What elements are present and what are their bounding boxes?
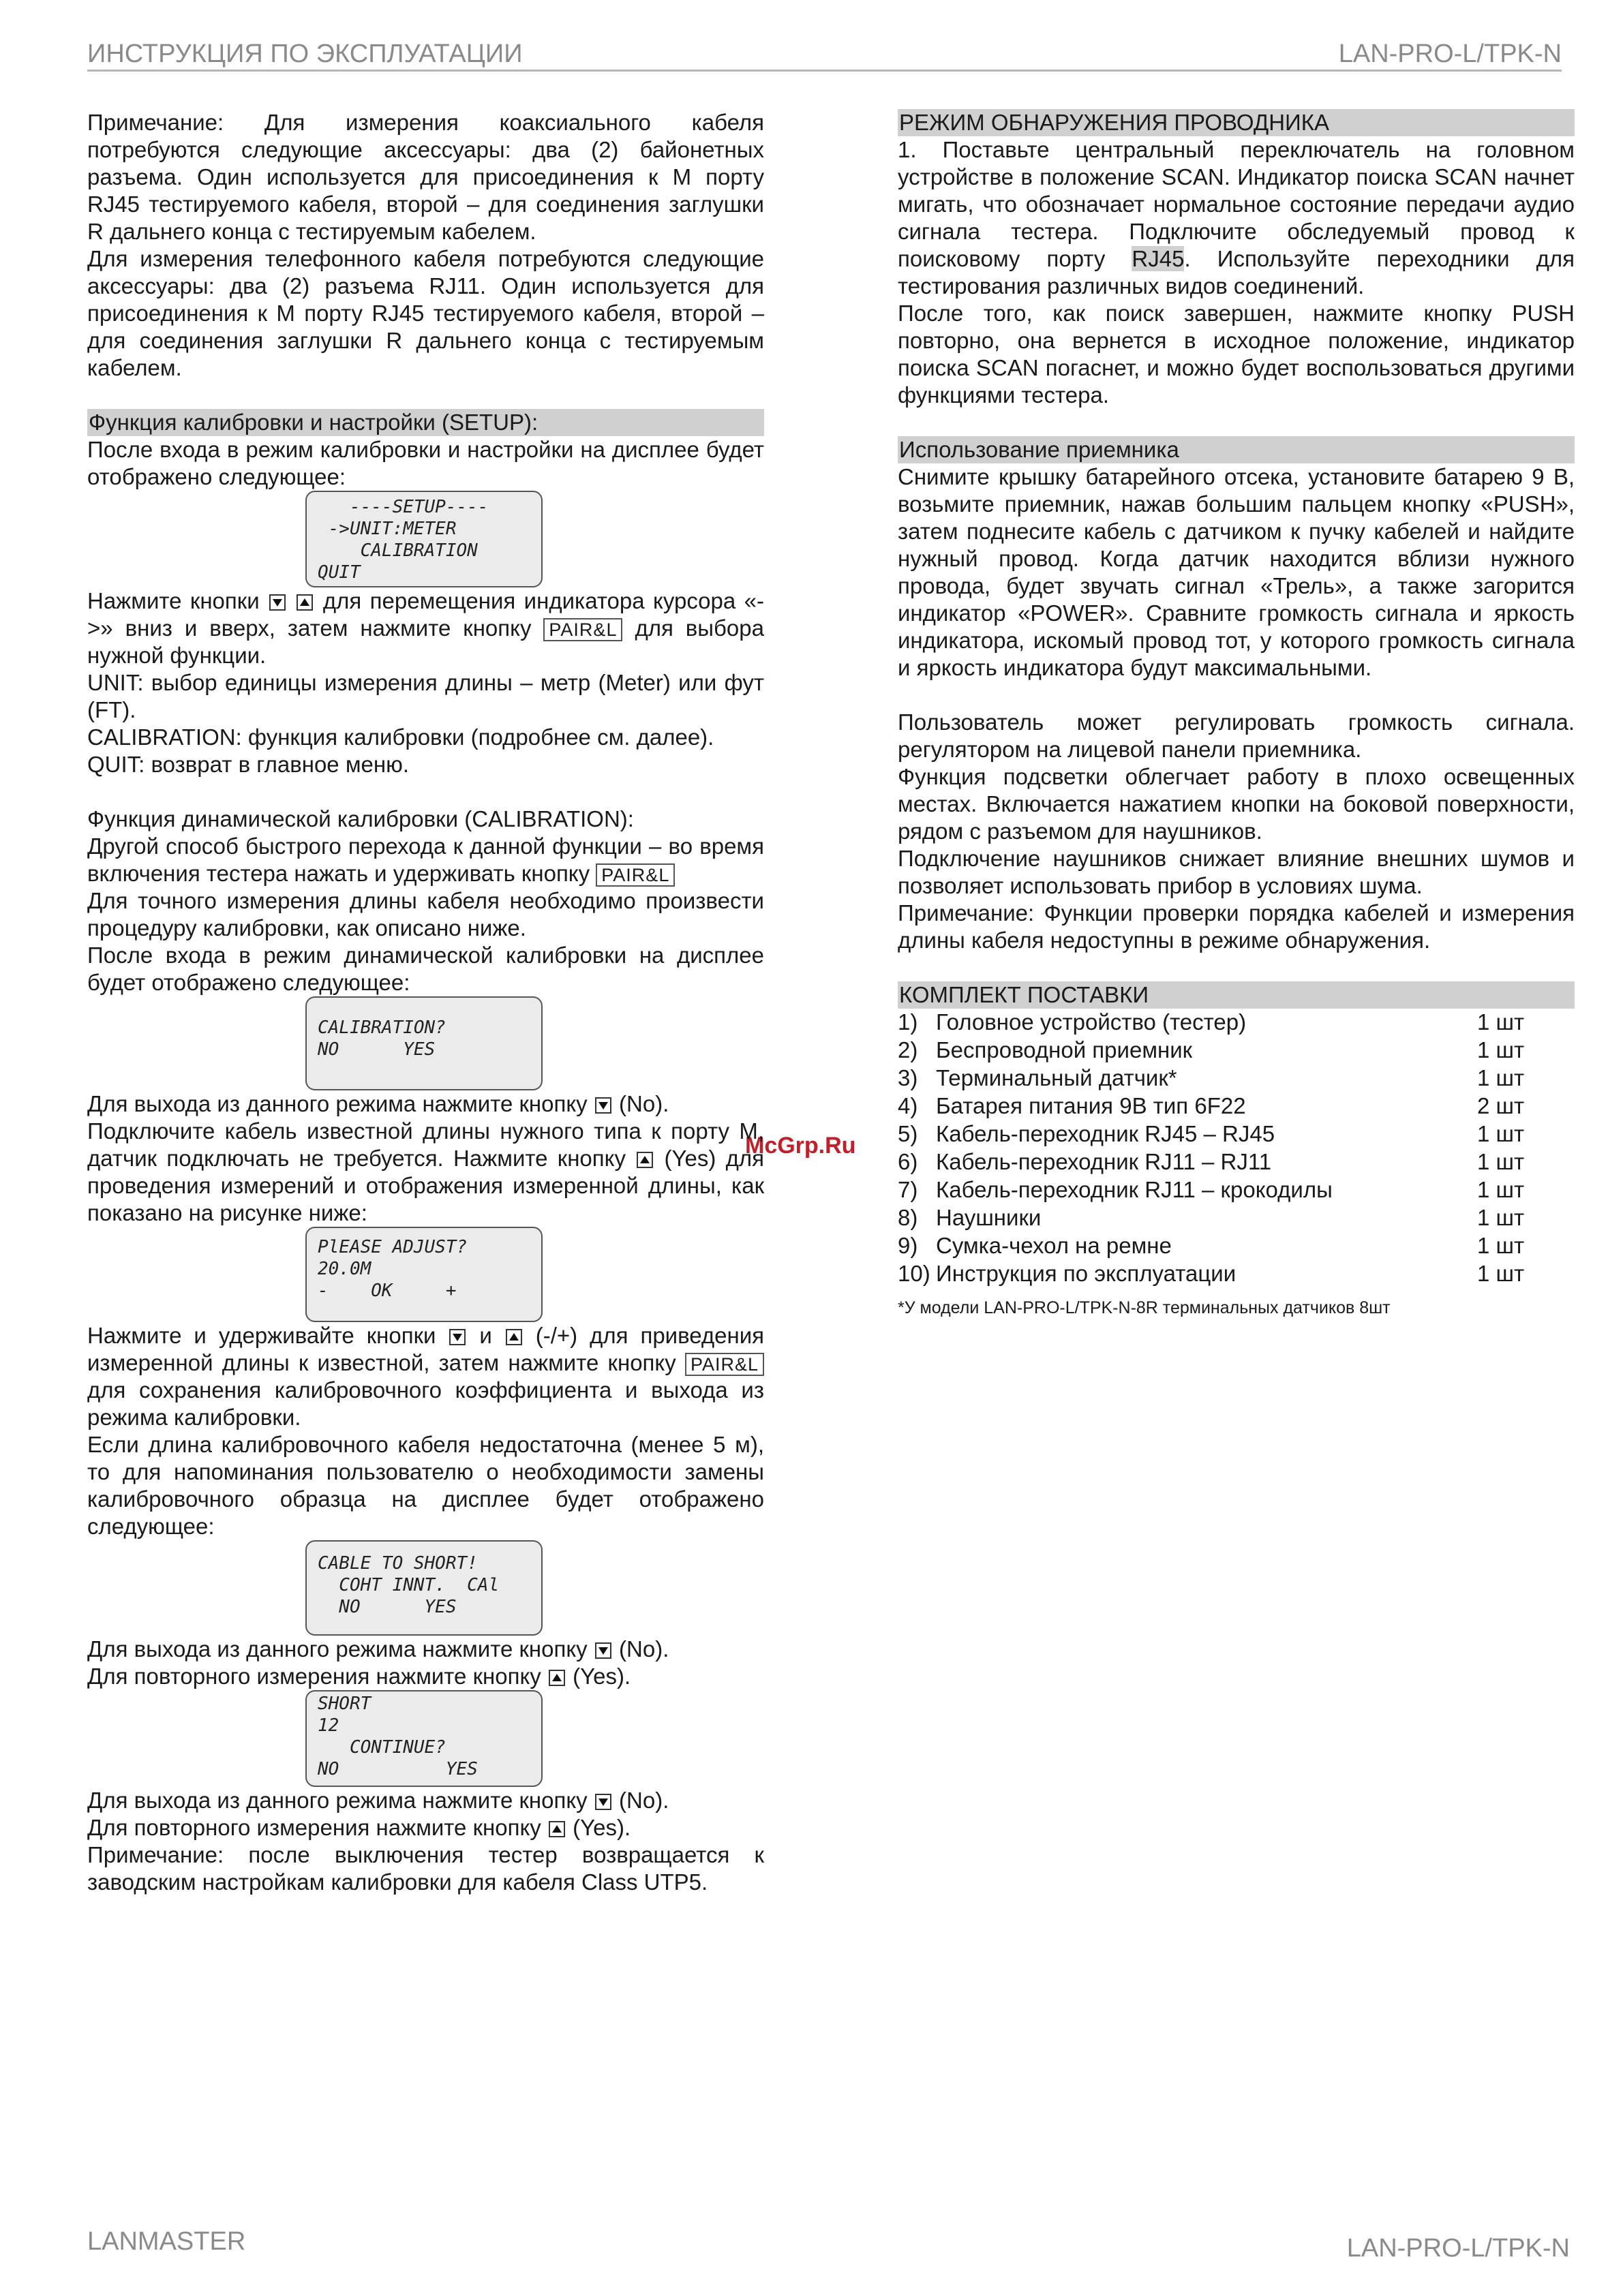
connect-text <box>87 1118 764 1227</box>
lcd-setup-display: ----SETUP---- ->UNIT:METER CALIBRATION QUIT <box>305 491 543 587</box>
kit-qty: 2 шт <box>1477 1093 1525 1118</box>
detect-p1 <box>898 136 1575 300</box>
kit-qty: 1 шт <box>1477 1065 1525 1090</box>
kit-num: 2) <box>898 1037 918 1062</box>
detect-p2: После того, как поиск завершен, нажмите кнопку PUSH повторно, она вернется в исходное положение, индикатор поиска SCAN погаснет, и можно будет воспользоваться другими функциями тестера. <box>898 301 1575 408</box>
footer-model: LAN-PRO-L/TPK-N <box>1346 2234 1570 2263</box>
kit-title: Батарея питания 9В тип 6F22 <box>936 1093 1246 1118</box>
list-item <box>898 1009 1575 1037</box>
kit-title: Наушники <box>936 1205 1042 1230</box>
lcd-short-display: CABLE TO SHORT! COHT INNT. CAl NO YES <box>305 1540 543 1636</box>
text-part: (No). <box>619 1091 669 1116</box>
exit-text <box>87 1090 764 1118</box>
up-arrow-icon <box>637 1152 653 1168</box>
final-note: Примечание: после выключения тестер возвращается к заводским настройкам калибровки для кабеля Class UTP5. <box>87 1842 764 1895</box>
rj45-highlight: RJ45 <box>1132 246 1185 271</box>
detect-heading: РЕЖИМ ОБНАРУЖЕНИЯ ПРОВОДНИКА <box>898 109 1575 136</box>
kit-title: Сумка-чехол на ремне <box>936 1233 1172 1258</box>
kit-heading: КОМПЛЕКТ ПОСТАВКИ <box>898 981 1575 1009</box>
kit-num: 4) <box>898 1093 918 1118</box>
lcd-adjust-display: PlEASE ADJUST? 20.0M - OK + <box>305 1227 543 1322</box>
text-part: Для повторного измерения нажмите кнопку <box>87 1664 541 1689</box>
watermark: McGrp.Ru <box>745 1133 856 1159</box>
setup-heading: Функция калибровки и настройки (SETUP): <box>87 409 764 436</box>
kit-title: Кабель-переходник RJ45 – RJ45 <box>936 1121 1275 1146</box>
kit-title: Кабель-переходник RJ11 – крокодилы <box>936 1177 1333 1202</box>
list-item <box>898 1260 1575 1288</box>
text-part: (Yes). <box>573 1664 631 1689</box>
repeat-text <box>87 1663 764 1690</box>
note-coax: Примечание: Для измерения коаксиального кабеля потребуются следующие аксессуары: два (2) байонетных разъема. Один используется для присоединения к M порту RJ45 тестируемого кабеля, второй – для соединения заглушки R дальнего конца с тестируемым кабелем. <box>87 110 764 244</box>
text-part: (No). <box>619 1788 669 1813</box>
right-column <box>898 109 1575 1318</box>
quit-line: QUIT: возврат в главное меню. <box>87 752 410 777</box>
footer-brand: LANMASTER <box>87 2227 246 2256</box>
page-header <box>87 40 1562 72</box>
up-arrow-icon <box>297 594 313 611</box>
kit-list <box>898 1009 1575 1288</box>
kit-qty: 1 шт <box>1477 1037 1525 1062</box>
down-arrow-icon <box>269 594 286 611</box>
list-item <box>898 1120 1575 1148</box>
header-model: LAN-PRO-L/TPK-N <box>1338 40 1562 68</box>
list-item <box>898 1232 1575 1260</box>
down-arrow-icon <box>595 1794 611 1810</box>
dyn-p2: Для точного измерения длины кабеля необходимо произвести процедуру калибровки, как описано ниже. <box>87 888 764 940</box>
list-item <box>898 1204 1575 1232</box>
receiver-p1: Снимите крышку батарейного отсека, установите батарею 9 В, возьмите приемник, нажав большим пальцем кнопку «PUSH», затем поднесите кабель с датчиком к пучку кабелей и найдите нужный провод. Когда датчик находится вблизи нужного провода, будет звучать сигнал «Трель», а также загорится индикатор «POWER». Сравните громкость сигнала и яркость индикатора, искомый провод тот, у которого громкость сигнала и яркость индикатора будут максимальными. <box>898 464 1575 680</box>
list-item <box>898 1148 1575 1176</box>
receiver-p5: Примечание: Функции проверки порядка кабелей и измерения длины кабеля недоступны в режиме обнаружения. <box>898 900 1575 953</box>
text-part: Другой способ быстрого перехода к данной функции – во время включения тестера нажать и удерживать кнопку <box>87 833 764 886</box>
repeat3-text <box>87 1814 764 1841</box>
list-item <box>898 1092 1575 1120</box>
kit-num: 7) <box>898 1177 918 1202</box>
receiver-p4: Подключение наушников снижает влияние внешних шумов и позволяет использовать прибор в условиях шума. <box>898 846 1575 898</box>
kit-qty: 1 шт <box>1477 1009 1525 1035</box>
receiver-p3: Функция подсветки облегчает работу в плохо освещенных местах. Включается нажатием кнопки на боковой поверхности, рядом с разъемом для наушников. <box>898 764 1575 844</box>
list-item <box>898 1065 1575 1092</box>
setup-intro: После входа в режим калибровки и настройки на дисплее будет отображено следующее: <box>87 437 764 489</box>
setup-buttons-text <box>87 587 764 669</box>
text-part: Для выхода из данного режима нажмите кнопку <box>87 1091 588 1116</box>
kit-title: Инструкция по эксплуатации <box>936 1261 1237 1286</box>
kit-num: 3) <box>898 1065 918 1090</box>
kit-num: 6) <box>898 1149 918 1174</box>
kit-qty: 1 шт <box>1477 1121 1525 1146</box>
text-part: Нажмите кнопки <box>87 588 260 613</box>
up-arrow-icon <box>549 1821 565 1837</box>
kit-num: 9) <box>898 1233 918 1258</box>
up-arrow-icon <box>506 1329 522 1345</box>
down-arrow-icon <box>449 1329 466 1345</box>
text-part: 1. Поставьте центральный переключатель на головном устройстве в положение SCAN. Индикатор поиска SCAN начнет мигать, что обозначает нормальное состояние передачи аудио сигнала тестера. Подключите обследуемый провод к поисковому порту <box>898 137 1575 271</box>
receiver-p2: Пользователь может регулировать громкость сигнала. регулятором на лицевой панели приемника. <box>898 709 1575 762</box>
dyn-p1 <box>87 833 764 887</box>
kit-title: Кабель-переходник RJ11 – RJ11 <box>936 1149 1272 1174</box>
calib-line: CALIBRATION: функция калибровки (подробнее см. далее). <box>87 724 714 750</box>
list-item <box>898 1037 1575 1065</box>
pair-button-icon: PAIR&L <box>596 863 675 887</box>
pair-button-icon: PAIR&L <box>543 618 622 641</box>
text-part: (-/+) для приведения измеренной длины к известной, затем нажмите кнопку <box>87 1323 765 1375</box>
kit-num: 1) <box>898 1009 918 1035</box>
text-part: Нажмите и удерживайте кнопки <box>87 1323 436 1348</box>
up-arrow-icon <box>549 1670 565 1686</box>
kit-qty: 1 шт <box>1477 1177 1525 1202</box>
kit-footnote: *У модели LAN-PRO-L/TPK-N-8R терминальных датчиков 8шт <box>898 1298 1391 1317</box>
lcd-continue-display: SHORT 12 CONTINUE? NO YES <box>305 1690 543 1787</box>
exit2-text <box>87 1636 764 1663</box>
kit-qty: 1 шт <box>1477 1205 1525 1230</box>
kit-num: 10) <box>898 1261 930 1286</box>
text-part: для сохранения калибровочного коэффициента и выхода из режима калибровки. <box>87 1377 764 1430</box>
text-part: Для выхода из данного режима нажмите кнопку <box>87 1788 588 1813</box>
text-part: для выбора нужной функции. <box>87 615 764 668</box>
text-part: Для выхода из данного режима нажмите кнопку <box>87 1636 588 1662</box>
kit-title: Терминальный датчик* <box>936 1065 1177 1090</box>
text-part: (No). <box>619 1636 669 1662</box>
header-title: ИНСТРУКЦИЯ ПО ЭКСПЛУАТАЦИИ <box>87 40 523 68</box>
kit-qty: 1 шт <box>1477 1149 1525 1174</box>
list-item <box>898 1176 1575 1204</box>
kit-num: 8) <box>898 1205 918 1230</box>
lcd-calibration-display: CALIBRATION? NO YES <box>305 996 543 1090</box>
left-column <box>87 109 764 1896</box>
text-part: и <box>479 1323 492 1348</box>
kit-num: 5) <box>898 1121 918 1146</box>
text-part: Подключите кабель известной длины нужного типа к порту M, датчик подключать не требуется. Нажмите кнопку <box>87 1118 764 1171</box>
pair-button-icon: PAIR&L <box>685 1353 764 1376</box>
exit3-text <box>87 1787 764 1814</box>
receiver-heading: Использование приемника <box>898 436 1575 463</box>
text-part: (Yes). <box>573 1815 631 1840</box>
kit-title: Головное устройство (тестер) <box>936 1009 1247 1035</box>
text-part: для перемещения индикатора курсора «->» вниз и вверх, затем нажмите кнопку <box>87 588 764 641</box>
note-phone: Для измерения телефонного кабеля потребуются следующие аксессуары: два (2) разъема RJ11. Один используется для присоединения к M порту RJ45 тестируемого кабеля, второй – для соединения заглушки R дальнего конца с тестируемым кабелем. <box>87 246 764 380</box>
kit-qty: 1 шт <box>1477 1261 1525 1286</box>
text-part: . Используйте переходники для тестирования различных видов соединений. <box>898 246 1575 299</box>
text-part: (Yes) для проведения измерений и отображения измеренной длины, как показано на рисунке ниже: <box>87 1146 764 1225</box>
unit-line: UNIT: выбор единицы измерения длины – метр (Meter) или фут (FT). <box>87 670 764 722</box>
down-arrow-icon <box>595 1642 611 1659</box>
short-paragraph: Если длина калибровочного кабеля недостаточна (менее 5 м), то для напоминания пользователю о необходимости замены калибровочного образца на дисплее будет отображено следующее: <box>87 1432 764 1539</box>
dyn-heading: Функция динамической калибровки (CALIBRATION): <box>87 806 634 831</box>
kit-title: Беспроводной приемник <box>936 1037 1193 1062</box>
text-part: Для повторного измерения нажмите кнопку <box>87 1815 541 1840</box>
hold-text <box>87 1322 764 1431</box>
kit-qty: 1 шт <box>1477 1233 1525 1258</box>
down-arrow-icon <box>595 1097 611 1114</box>
dyn-p3: После входа в режим динамической калибровки на дисплее будет отображено следующее: <box>87 943 764 995</box>
